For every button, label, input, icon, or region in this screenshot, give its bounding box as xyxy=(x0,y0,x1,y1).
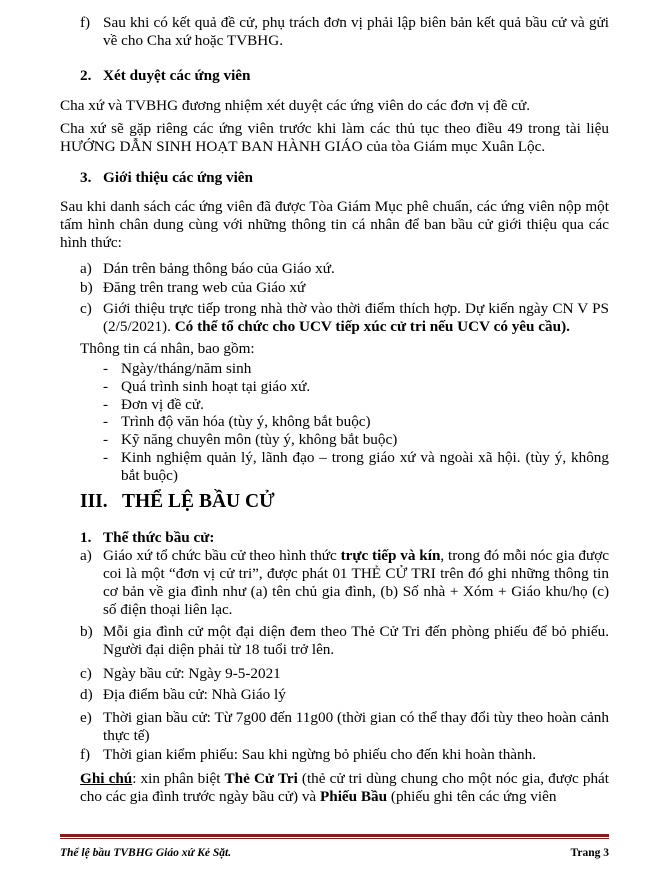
list-item-text: Ngày bầu cử: Ngày 9-5-2021 xyxy=(103,665,281,682)
list-marker: a) xyxy=(80,260,92,277)
info-item: Kỹ năng chuyên môn (tùy ý, không bắt buộc) xyxy=(121,431,398,448)
list-marker: d) xyxy=(80,686,93,703)
note-paragraph xyxy=(80,770,609,806)
paragraph: Sau khi danh sách các ứng viên đã được Tòa Giám Mục phê chuẩn, các ứng viên nộp một tấm hình chân dung cùng với những thông tin cá nhân để ban bầu cử giới thiệu qua các hình thức: xyxy=(60,198,609,251)
info-item: Kinh nghiệm quản lý, lãnh đạo – trong giáo xứ và ngoài xã hội. (tùy ý, không bắt buộc) xyxy=(121,449,609,484)
footer-divider xyxy=(60,838,609,839)
item-bold-text: Có thể tổ chức cho UCV tiếp xúc cử tri nếu UCV có yêu cầu). xyxy=(174,318,570,335)
section-heading: Giới thiệu các ứng viên xyxy=(103,169,253,186)
info-item: Đơn vị đề cử. xyxy=(121,396,204,413)
dash-marker: - xyxy=(103,396,109,413)
paragraph: Cha xứ và TVBHG đương nhiệm xét duyệt các ứng viên do các đơn vị đề cử. xyxy=(60,97,531,114)
list-item-text: Địa điểm bầu cử: Nhà Giáo lý xyxy=(103,686,286,703)
note-text: : xin phân biệt xyxy=(132,770,225,787)
list-item-text xyxy=(103,547,609,619)
section-number: III. xyxy=(80,491,108,512)
section-number: 3. xyxy=(80,169,92,186)
section-number: 1. xyxy=(80,529,92,546)
section-heading: Thể thức bầu cử: xyxy=(103,529,215,546)
list-item-text: Thời gian kiểm phiếu: Sau khi ngừng bỏ phiếu cho đến khi hoàn thành. xyxy=(103,746,537,763)
dash-marker: - xyxy=(103,431,109,448)
chapter-heading: THỂ LỆ BẦU CỬ xyxy=(122,491,275,512)
list-marker: a) xyxy=(80,547,92,564)
note-bold-text: Thẻ Cử Tri xyxy=(224,770,298,787)
list-item-text: Thời gian bầu cử: Từ 7g00 đến 11g00 (thời gian có thể thay đổi tùy theo hoàn cảnh thực tế) xyxy=(103,709,609,744)
item-bold-text: trực tiếp và kín xyxy=(340,547,441,564)
note-text: (thẻ cử tri dùng chung cho một nóc gia, được phát cho các gia đình trước ngày bầu cử) và xyxy=(80,770,609,805)
list-item-text: Dán trên bảng thông báo của Giáo xứ. xyxy=(103,260,335,277)
section-heading: Xét duyệt các ứng viên xyxy=(103,67,251,84)
list-marker: c) xyxy=(80,665,92,682)
list-marker: f) xyxy=(80,14,91,31)
item-text: Giới thiệu trực tiếp trong nhà thờ vào thời điểm thích hợp. Dự kiến ngày CN V PS (2/5/2021). xyxy=(103,300,609,335)
info-item: Ngày/tháng/năm sinh xyxy=(121,360,252,377)
list-marker: c) xyxy=(80,300,92,317)
paragraph: Cha xứ sẽ gặp riêng các ứng viên trước khi làm các thủ tục theo điều 49 trong tài liệu HƯỚNG DẪN SINH HOẠT BAN HÀNH GIÁO của tòa Giám mục Xuân Lộc. xyxy=(60,120,609,155)
list-item-text: Sau khi có kết quả đề cử, phụ trách đơn vị phải lập biên bản kết quả bầu cử và gửi về cho Cha xứ hoặc TVBHG. xyxy=(103,14,609,49)
note-label: Ghi chú xyxy=(80,770,133,787)
item-text: Giáo xứ tổ chức bầu cử theo hình thức xyxy=(103,547,341,564)
list-item-text: Mỗi gia đình cử một đại diện đem theo Thẻ Cử Tri đến phòng phiếu để bỏ phiếu. Người đại diện phải từ 18 tuổi trở lên. xyxy=(103,623,609,658)
info-item: Quá trình sinh hoạt tại giáo xứ. xyxy=(121,378,311,395)
section-number: 2. xyxy=(80,67,92,84)
list-marker: b) xyxy=(80,623,93,640)
dash-marker: - xyxy=(103,449,109,466)
info-item: Trình độ văn hóa (tùy ý, không bắt buộc) xyxy=(121,413,371,430)
list-item-text xyxy=(103,300,609,336)
dash-marker: - xyxy=(103,360,109,377)
note-text: (phiếu ghi tên các ứng viên xyxy=(387,788,557,805)
list-item-text: Đăng trên trang web của Giáo xứ xyxy=(103,279,306,296)
footer-title: Thể lệ bầu TVBHG Giáo xứ Kẻ Sặt. xyxy=(60,847,232,859)
note-bold-text: Phiếu Bầu xyxy=(319,788,388,805)
info-title: Thông tin cá nhân, bao gồm: xyxy=(80,340,255,357)
list-marker: f) xyxy=(80,746,91,763)
dash-marker: - xyxy=(103,378,109,395)
list-marker: e) xyxy=(80,709,92,726)
dash-marker: - xyxy=(103,413,109,430)
list-marker: b) xyxy=(80,279,93,296)
item-text: , trong đó mỗi nóc gia được coi là một “đơn vị cử tri”, được phát 01 THẺ CỬ TRI trên đó ghi những thông tin cơ bản về gia đình như (a) tên chủ gia đình, (b) Số nhà + Xóm + Giáo khu/họ (c) số điện thoại liên lạc. xyxy=(103,547,609,618)
footer-divider xyxy=(60,834,609,837)
page-number: Trang 3 xyxy=(570,847,609,859)
